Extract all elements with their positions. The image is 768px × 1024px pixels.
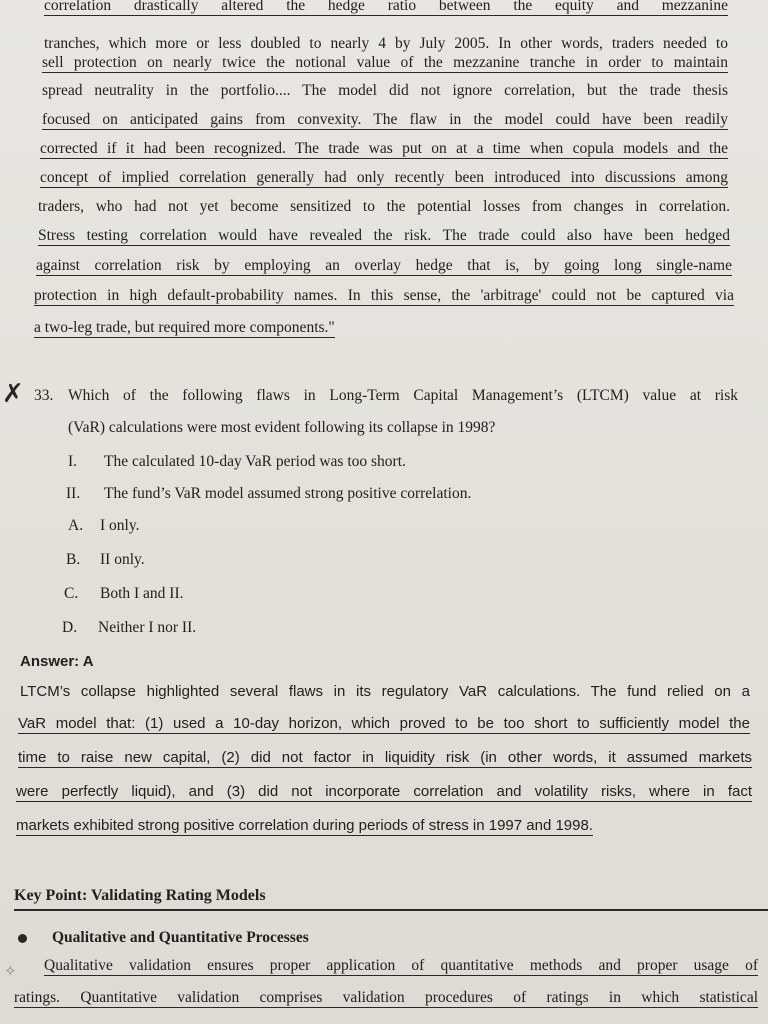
passage-line: correlation drastically altered the hedge ratio between the equity and mezzanine (44, 0, 728, 16)
key-point-bullet: Qualitative and Quantitative Processes (52, 929, 309, 946)
key-point-line: Qualitative validation ensures proper application of quantitative methods and proper usage of (44, 957, 758, 974)
passage-line: concept of implied correlation generally had only recently been introduced into discussions among (40, 169, 728, 186)
passage-line: spread neutrality in the portfolio.... The model did not ignore correlation, but the trade thesis (42, 82, 728, 99)
option-letter: C. (64, 585, 79, 602)
statement-text: The calculated 10-day VaR period was too short. (104, 453, 406, 470)
key-point-heading: Key Point: Validating Rating Models (14, 887, 266, 904)
passage-line: a two-leg trade, but required more components." (34, 319, 335, 336)
passage-line: against correlation risk by employing an overlay hedge that is, by going long single-name (36, 257, 732, 274)
answer-line: were perfectly liquid), and (3) did not incorporate correlation and volatility risks, where in fact (16, 783, 752, 800)
passage-line: Stress testing correlation would have revealed the risk. The trade could also have been hedged (38, 227, 730, 244)
statement-text: The fund’s VaR model assumed strong positive correlation. (104, 485, 472, 502)
wrong-answer-mark: ✗ (2, 379, 24, 409)
key-point-line: ratings. Quantitative validation comprises validation procedures of ratings in which statistical (14, 989, 758, 1006)
answer-line: LTCM’s collapse highlighted several flaws in its regulatory VaR calculations. The fund relied on a (20, 683, 750, 700)
statement-number: II. (66, 485, 81, 502)
option-text: II only. (100, 551, 145, 568)
statement-number: I. (68, 453, 78, 470)
bullet-icon (18, 934, 27, 943)
answer-line: markets exhibited strong positive correlation during periods of stress in 1997 and 1998. (16, 817, 593, 834)
passage-line: focused on anticipated gains from convexity. The flaw in the model could have been readily (42, 111, 728, 128)
passage-line: tranches, which more or less doubled to nearly 4 by July 2005. In other words, traders needed to (44, 35, 728, 52)
answer-label: Answer: A (20, 653, 94, 670)
passage-line: protection in high default-probability names. In this sense, the 'arbitrage' could not be captured via (34, 287, 734, 304)
option-text: Both I and II. (100, 585, 184, 602)
passage-line: corrected if it had been recognized. The trade was put on at a time when copula models and the (40, 140, 728, 157)
option-letter: A. (68, 517, 84, 534)
passage-line: traders, who had not yet become sensitized to the potential losses from changes in correlation. (38, 198, 730, 215)
passage-line: sell protection on nearly twice the notional value of the mezzanine tranche in order to maintain (42, 54, 728, 71)
option-text: Neither I nor II. (98, 619, 197, 636)
question-stem: Which of the following flaws in Long-Term Capital Management’s (LTCM) value at risk (68, 387, 738, 404)
answer-line: VaR model that: (1) used a 10-day horizon, which proved to be too short to sufficiently model the (18, 715, 750, 732)
question-number: 33. (34, 387, 54, 404)
diamond-bullet-icon: ✧ (4, 962, 17, 980)
question-stem: (VaR) calculations were most evident following its collapse in 1998? (68, 419, 496, 436)
answer-line: time to raise new capital, (2) did not factor in liquidity risk (in other words, it assumed markets (18, 749, 752, 766)
option-letter: B. (66, 551, 81, 568)
heading-rule (14, 909, 768, 911)
option-text: I only. (100, 517, 140, 534)
option-letter: D. (62, 619, 78, 636)
